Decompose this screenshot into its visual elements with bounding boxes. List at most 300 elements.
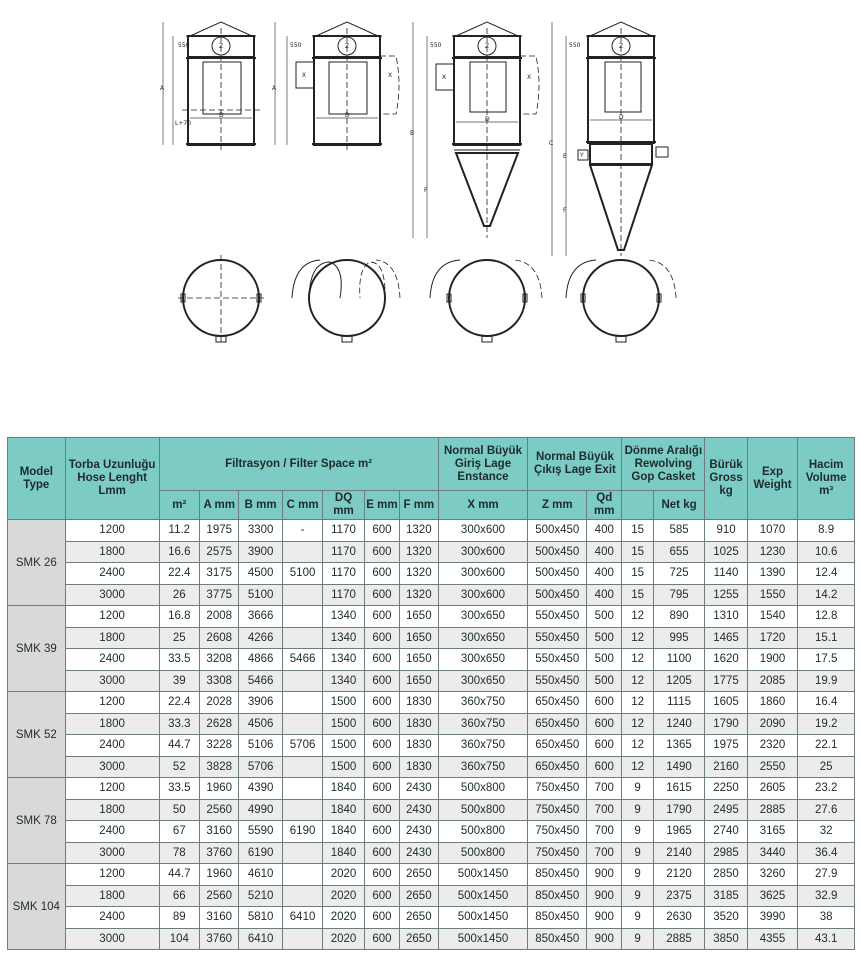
table-cell: 500	[587, 649, 622, 671]
table-cell: 9	[622, 821, 653, 843]
table-cell: 3300	[239, 520, 282, 542]
table-cell: 600	[364, 520, 399, 542]
table-cell: 3160	[200, 821, 239, 843]
table-cell: 1170	[323, 541, 364, 563]
table-cell: 300x600	[438, 541, 528, 563]
table-row	[8, 670, 855, 692]
table-cell: 1790	[705, 713, 747, 735]
table-cell: 1200	[65, 692, 159, 714]
table-cell: 400	[587, 584, 622, 606]
table-cell: 300x650	[438, 627, 528, 649]
table-cell: 4866	[239, 649, 282, 671]
table-cell: 22.4	[159, 563, 199, 585]
table-cell: 1800	[65, 713, 159, 735]
table-cell: 32	[798, 821, 855, 843]
table-cell: 500x1450	[438, 885, 528, 907]
subheader-7: X mm	[438, 491, 528, 520]
table-cell: 23.2	[798, 778, 855, 800]
table-cell: 655	[653, 541, 705, 563]
table-cell: 3000	[65, 584, 159, 606]
table-cell: 500x450	[528, 541, 587, 563]
model-cell: SMK 26	[8, 520, 66, 606]
table-cell: 5590	[239, 821, 282, 843]
subheader-4: DQ mm	[323, 491, 364, 520]
table-cell: 2560	[200, 885, 239, 907]
header-normal-out: Normal Büyük Çıkış Lage Exit	[528, 438, 622, 491]
table-cell	[282, 713, 322, 735]
table-cell: -	[282, 520, 322, 542]
table-cell: 1800	[65, 885, 159, 907]
plan-view-3	[430, 260, 542, 342]
label-d: D	[219, 112, 224, 119]
table-cell: 26	[159, 584, 199, 606]
label-c: C	[549, 140, 554, 147]
table-cell: 9	[622, 928, 653, 950]
table-cell: 600	[364, 778, 399, 800]
table-cell: 3625	[747, 885, 798, 907]
table-cell: 400	[587, 520, 622, 542]
label-f: F	[424, 187, 428, 194]
table-row	[8, 907, 855, 929]
table-cell: 43.1	[798, 928, 855, 950]
table-cell: 2320	[747, 735, 798, 757]
table-cell: 500x450	[528, 563, 587, 585]
table-cell: 600	[364, 692, 399, 714]
table-cell: 2650	[400, 907, 438, 929]
table-cell: 4610	[239, 864, 282, 886]
table-cell: 2160	[705, 756, 747, 778]
table-cell: 3900	[239, 541, 282, 563]
table-cell: 9	[622, 864, 653, 886]
table-cell: 5100	[282, 563, 322, 585]
subheader-5: E mm	[364, 491, 399, 520]
table-row	[8, 563, 855, 585]
table-cell: 4266	[239, 627, 282, 649]
table-cell: 1840	[323, 842, 364, 864]
table-cell: 1775	[705, 670, 747, 692]
table-cell: 52	[159, 756, 199, 778]
table-cell: 2650	[400, 928, 438, 950]
table-cell: 1790	[653, 799, 705, 821]
table-cell: 890	[653, 606, 705, 628]
table-cell: 27.6	[798, 799, 855, 821]
table-cell: 1240	[653, 713, 705, 735]
table-cell: 9	[622, 778, 653, 800]
table-cell: 1800	[65, 799, 159, 821]
table-cell: 3906	[239, 692, 282, 714]
table-cell: 1840	[323, 799, 364, 821]
table-row	[8, 627, 855, 649]
table-cell: 14.2	[798, 584, 855, 606]
table-cell: 1650	[400, 649, 438, 671]
table-cell: 2430	[400, 821, 438, 843]
table-cell: 3850	[705, 928, 747, 950]
table-cell: 5210	[239, 885, 282, 907]
table-cell: 12	[622, 606, 653, 628]
table-cell: 500x1450	[438, 864, 528, 886]
table-cell: 1500	[323, 735, 364, 757]
table-cell: 500x450	[528, 520, 587, 542]
label-z-3: Z	[485, 43, 490, 50]
spec-table	[7, 437, 855, 950]
table-cell: 850x450	[528, 864, 587, 886]
table-cell: 1490	[653, 756, 705, 778]
table-cell: 5106	[239, 735, 282, 757]
label-z-2: Z	[345, 43, 350, 50]
table-cell: 16.4	[798, 692, 855, 714]
table-cell: 2020	[323, 864, 364, 886]
subheader-1: A mm	[200, 491, 239, 520]
table-cell: 910	[705, 520, 747, 542]
table-cell: 3185	[705, 885, 747, 907]
table-cell: 15	[622, 520, 653, 542]
table-cell: 1140	[705, 563, 747, 585]
table-cell: 2430	[400, 778, 438, 800]
table-cell: 2400	[65, 735, 159, 757]
label-a: A	[160, 85, 165, 92]
table-cell	[282, 842, 322, 864]
table-cell: 1320	[400, 541, 438, 563]
table-cell: 2400	[65, 649, 159, 671]
table-cell: 3000	[65, 842, 159, 864]
table-cell: 12	[622, 670, 653, 692]
table-cell: 2140	[653, 842, 705, 864]
table-cell	[282, 864, 322, 886]
label-z-4: Z	[619, 43, 624, 50]
table-cell: 900	[587, 928, 622, 950]
table-cell: 1800	[65, 541, 159, 563]
table-cell: 750x450	[528, 821, 587, 843]
table-cell: 900	[587, 907, 622, 929]
table-cell: 6190	[239, 842, 282, 864]
table-cell: 4355	[747, 928, 798, 950]
table-cell: 600	[364, 842, 399, 864]
table-cell: 1830	[400, 756, 438, 778]
table-cell: 1310	[705, 606, 747, 628]
subheader-3: C mm	[282, 491, 322, 520]
table-cell: 2630	[653, 907, 705, 929]
table-cell: 850x450	[528, 928, 587, 950]
model-cell: SMK 52	[8, 692, 66, 778]
table-cell: 3990	[747, 907, 798, 929]
table-cell: 1340	[323, 670, 364, 692]
table-cell: 11.2	[159, 520, 199, 542]
table-cell: 400	[587, 541, 622, 563]
table-cell: 550x450	[528, 627, 587, 649]
label-x: X	[302, 72, 307, 79]
table-cell	[282, 778, 322, 800]
table-cell: 2650	[400, 885, 438, 907]
table-cell: 585	[653, 520, 705, 542]
subheader-11: Net kg	[653, 491, 705, 520]
table-cell: 78	[159, 842, 199, 864]
table-cell: 600	[364, 541, 399, 563]
table-cell: 2740	[705, 821, 747, 843]
table-cell: 2400	[65, 563, 159, 585]
table-cell: 22.4	[159, 692, 199, 714]
table-cell: 3666	[239, 606, 282, 628]
table-cell: 1200	[65, 520, 159, 542]
table-cell: 700	[587, 799, 622, 821]
table-cell: 600	[364, 885, 399, 907]
table-cell: 1205	[653, 670, 705, 692]
table-cell: 6190	[282, 821, 322, 843]
table-cell: 600	[587, 756, 622, 778]
table-cell: 66	[159, 885, 199, 907]
table-cell: 22.1	[798, 735, 855, 757]
table-row	[8, 928, 855, 950]
table-cell: 2985	[705, 842, 747, 864]
table-cell	[282, 799, 322, 821]
table-cell: 4506	[239, 713, 282, 735]
table-cell: 600	[364, 821, 399, 843]
table-cell: 44.7	[159, 864, 199, 886]
table-cell: 1320	[400, 520, 438, 542]
dim-550-4: 550	[569, 42, 581, 49]
subheader-2: B mm	[239, 491, 282, 520]
table-cell: 1975	[705, 735, 747, 757]
label-a-2: A	[272, 85, 277, 92]
table-cell: 9	[622, 907, 653, 929]
table-cell: 25	[159, 627, 199, 649]
table-cell: 2028	[200, 692, 239, 714]
elevation-unit-3	[413, 22, 539, 238]
model-cell: SMK 78	[8, 778, 66, 864]
table-cell: 3165	[747, 821, 798, 843]
subheader-8: Z mm	[528, 491, 587, 520]
table-cell: 6410	[239, 928, 282, 950]
table-cell: 1965	[653, 821, 705, 843]
table-cell: 550x450	[528, 670, 587, 692]
table-cell: 5466	[239, 670, 282, 692]
table-cell: 1500	[323, 713, 364, 735]
table-cell: 900	[587, 864, 622, 886]
table-cell: 1200	[65, 606, 159, 628]
table-cell: 850x450	[528, 907, 587, 929]
label-e: E	[563, 153, 567, 160]
table-cell: 3440	[747, 842, 798, 864]
table-cell: 995	[653, 627, 705, 649]
table-cell: 2400	[65, 907, 159, 929]
table-cell: 3520	[705, 907, 747, 929]
table-cell: 1620	[705, 649, 747, 671]
table-cell: 15	[622, 563, 653, 585]
table-row	[8, 520, 855, 542]
table-cell: 2850	[705, 864, 747, 886]
table-cell: 360x750	[438, 735, 528, 757]
table-cell: 1500	[323, 756, 364, 778]
table-cell: 1720	[747, 627, 798, 649]
table-cell: 2020	[323, 928, 364, 950]
table-cell: 3308	[200, 670, 239, 692]
table-cell: 1255	[705, 584, 747, 606]
table-cell: 15	[622, 584, 653, 606]
table-cell: 1840	[323, 821, 364, 843]
table-cell: 2430	[400, 799, 438, 821]
table-cell: 600	[364, 563, 399, 585]
table-row	[8, 821, 855, 843]
plan-view-1	[178, 255, 264, 342]
table-cell: 2885	[747, 799, 798, 821]
table-cell: 44.7	[159, 735, 199, 757]
table-cell: 1900	[747, 649, 798, 671]
table-cell: 12	[622, 713, 653, 735]
table-cell: 12	[622, 627, 653, 649]
table-cell: 400	[587, 563, 622, 585]
table-cell: 300x600	[438, 584, 528, 606]
table-cell: 3000	[65, 928, 159, 950]
label-d-2: D	[345, 112, 350, 119]
table-cell: 300x650	[438, 670, 528, 692]
table-cell: 300x600	[438, 520, 528, 542]
table-cell: 32.9	[798, 885, 855, 907]
table-cell: 600	[587, 713, 622, 735]
table-cell: 3000	[65, 756, 159, 778]
subheader-0: m²	[159, 491, 199, 520]
table-row	[8, 735, 855, 757]
table-cell: 750x450	[528, 799, 587, 821]
table-cell: 1115	[653, 692, 705, 714]
table-cell: 850x450	[528, 885, 587, 907]
table-cell: 9	[622, 799, 653, 821]
table-cell: 600	[364, 864, 399, 886]
table-cell: 1200	[65, 864, 159, 886]
table-cell: 2650	[400, 864, 438, 886]
table-cell: 8.9	[798, 520, 855, 542]
table-cell: 360x750	[438, 713, 528, 735]
table-cell: 5466	[282, 649, 322, 671]
table-cell: 600	[364, 907, 399, 929]
table-cell: 600	[364, 584, 399, 606]
table-cell: 1830	[400, 735, 438, 757]
table-cell: 1615	[653, 778, 705, 800]
table-cell: 2608	[200, 627, 239, 649]
table-cell: 15	[622, 541, 653, 563]
table-cell: 67	[159, 821, 199, 843]
label-b: B	[410, 130, 415, 137]
table-cell: 16.6	[159, 541, 199, 563]
table-cell: 2605	[747, 778, 798, 800]
table-cell: 550x450	[528, 649, 587, 671]
table-cell: 2430	[400, 842, 438, 864]
table-cell: 5810	[239, 907, 282, 929]
table-cell: 1830	[400, 713, 438, 735]
table-cell: 1550	[747, 584, 798, 606]
table-cell: 2550	[747, 756, 798, 778]
table-cell: 12	[622, 756, 653, 778]
table-row	[8, 864, 855, 886]
table-cell: 50	[159, 799, 199, 821]
dim-550-2: 550	[290, 42, 302, 49]
subheader-9: Qd mm	[587, 491, 622, 520]
header-hose: Torba Uzunluğu Hose Lenght Lmm	[65, 438, 159, 520]
table-cell: 360x750	[438, 756, 528, 778]
table-cell	[282, 606, 322, 628]
table-cell: 300x650	[438, 649, 528, 671]
table-cell: 3160	[200, 907, 239, 929]
table-cell: 2628	[200, 713, 239, 735]
label-d-3: D	[485, 116, 490, 123]
table-cell: 650x450	[528, 713, 587, 735]
table-cell: 2885	[653, 928, 705, 950]
table-cell: 1840	[323, 778, 364, 800]
table-cell: 750x450	[528, 778, 587, 800]
table-cell: 1830	[400, 692, 438, 714]
table-cell	[282, 885, 322, 907]
table-cell: 3208	[200, 649, 239, 671]
table-cell: 500	[587, 670, 622, 692]
table-cell: 750x450	[528, 842, 587, 864]
table-cell: 27.9	[798, 864, 855, 886]
table-cell: 104	[159, 928, 199, 950]
table-cell: 36.4	[798, 842, 855, 864]
table-cell: 700	[587, 842, 622, 864]
table-cell: 1605	[705, 692, 747, 714]
table-cell: 2400	[65, 821, 159, 843]
table-cell: 1025	[705, 541, 747, 563]
table-cell: 600	[364, 735, 399, 757]
table-cell: 3760	[200, 842, 239, 864]
table-cell	[282, 627, 322, 649]
table-cell: 600	[364, 606, 399, 628]
table-cell: 12.4	[798, 563, 855, 585]
label-f-2: F	[563, 207, 567, 214]
table-cell: 1960	[200, 778, 239, 800]
table-cell: 2120	[653, 864, 705, 886]
table-cell: 600	[364, 713, 399, 735]
table-cell: 1650	[400, 670, 438, 692]
table-row	[8, 756, 855, 778]
table-cell: 5706	[239, 756, 282, 778]
table-cell: 38	[798, 907, 855, 929]
table-cell: 550x450	[528, 606, 587, 628]
table-cell: 33.3	[159, 713, 199, 735]
table-row	[8, 713, 855, 735]
table-cell: 650x450	[528, 692, 587, 714]
table-row	[8, 778, 855, 800]
label-x-3: X	[442, 74, 447, 81]
table-cell	[282, 541, 322, 563]
header-volume: Hacim Volume m³	[798, 438, 855, 520]
table-cell	[282, 584, 322, 606]
table-row	[8, 842, 855, 864]
table-cell: 600	[364, 799, 399, 821]
header-gross: Bürük Gross kg	[705, 438, 747, 520]
table-cell: 1200	[65, 778, 159, 800]
table-cell: 1650	[400, 606, 438, 628]
table-cell: 9	[622, 842, 653, 864]
table-cell: 10.6	[798, 541, 855, 563]
table-cell: 6410	[282, 907, 322, 929]
table-cell: 3228	[200, 735, 239, 757]
table-cell: 33.5	[159, 649, 199, 671]
table-cell: 600	[364, 928, 399, 950]
table-cell	[282, 756, 322, 778]
table-cell: 1500	[323, 692, 364, 714]
table-cell: 600	[364, 756, 399, 778]
table-cell: 39	[159, 670, 199, 692]
table-cell: 3775	[200, 584, 239, 606]
table-cell: 12	[622, 692, 653, 714]
table-cell: 3828	[200, 756, 239, 778]
table-cell: 3260	[747, 864, 798, 886]
table-cell: 15.1	[798, 627, 855, 649]
label-y: Y	[580, 152, 584, 159]
subheader-10	[622, 491, 653, 520]
table-cell: 3760	[200, 928, 239, 950]
table-cell: 500x1450	[438, 928, 528, 950]
table-cell: 500x450	[528, 584, 587, 606]
